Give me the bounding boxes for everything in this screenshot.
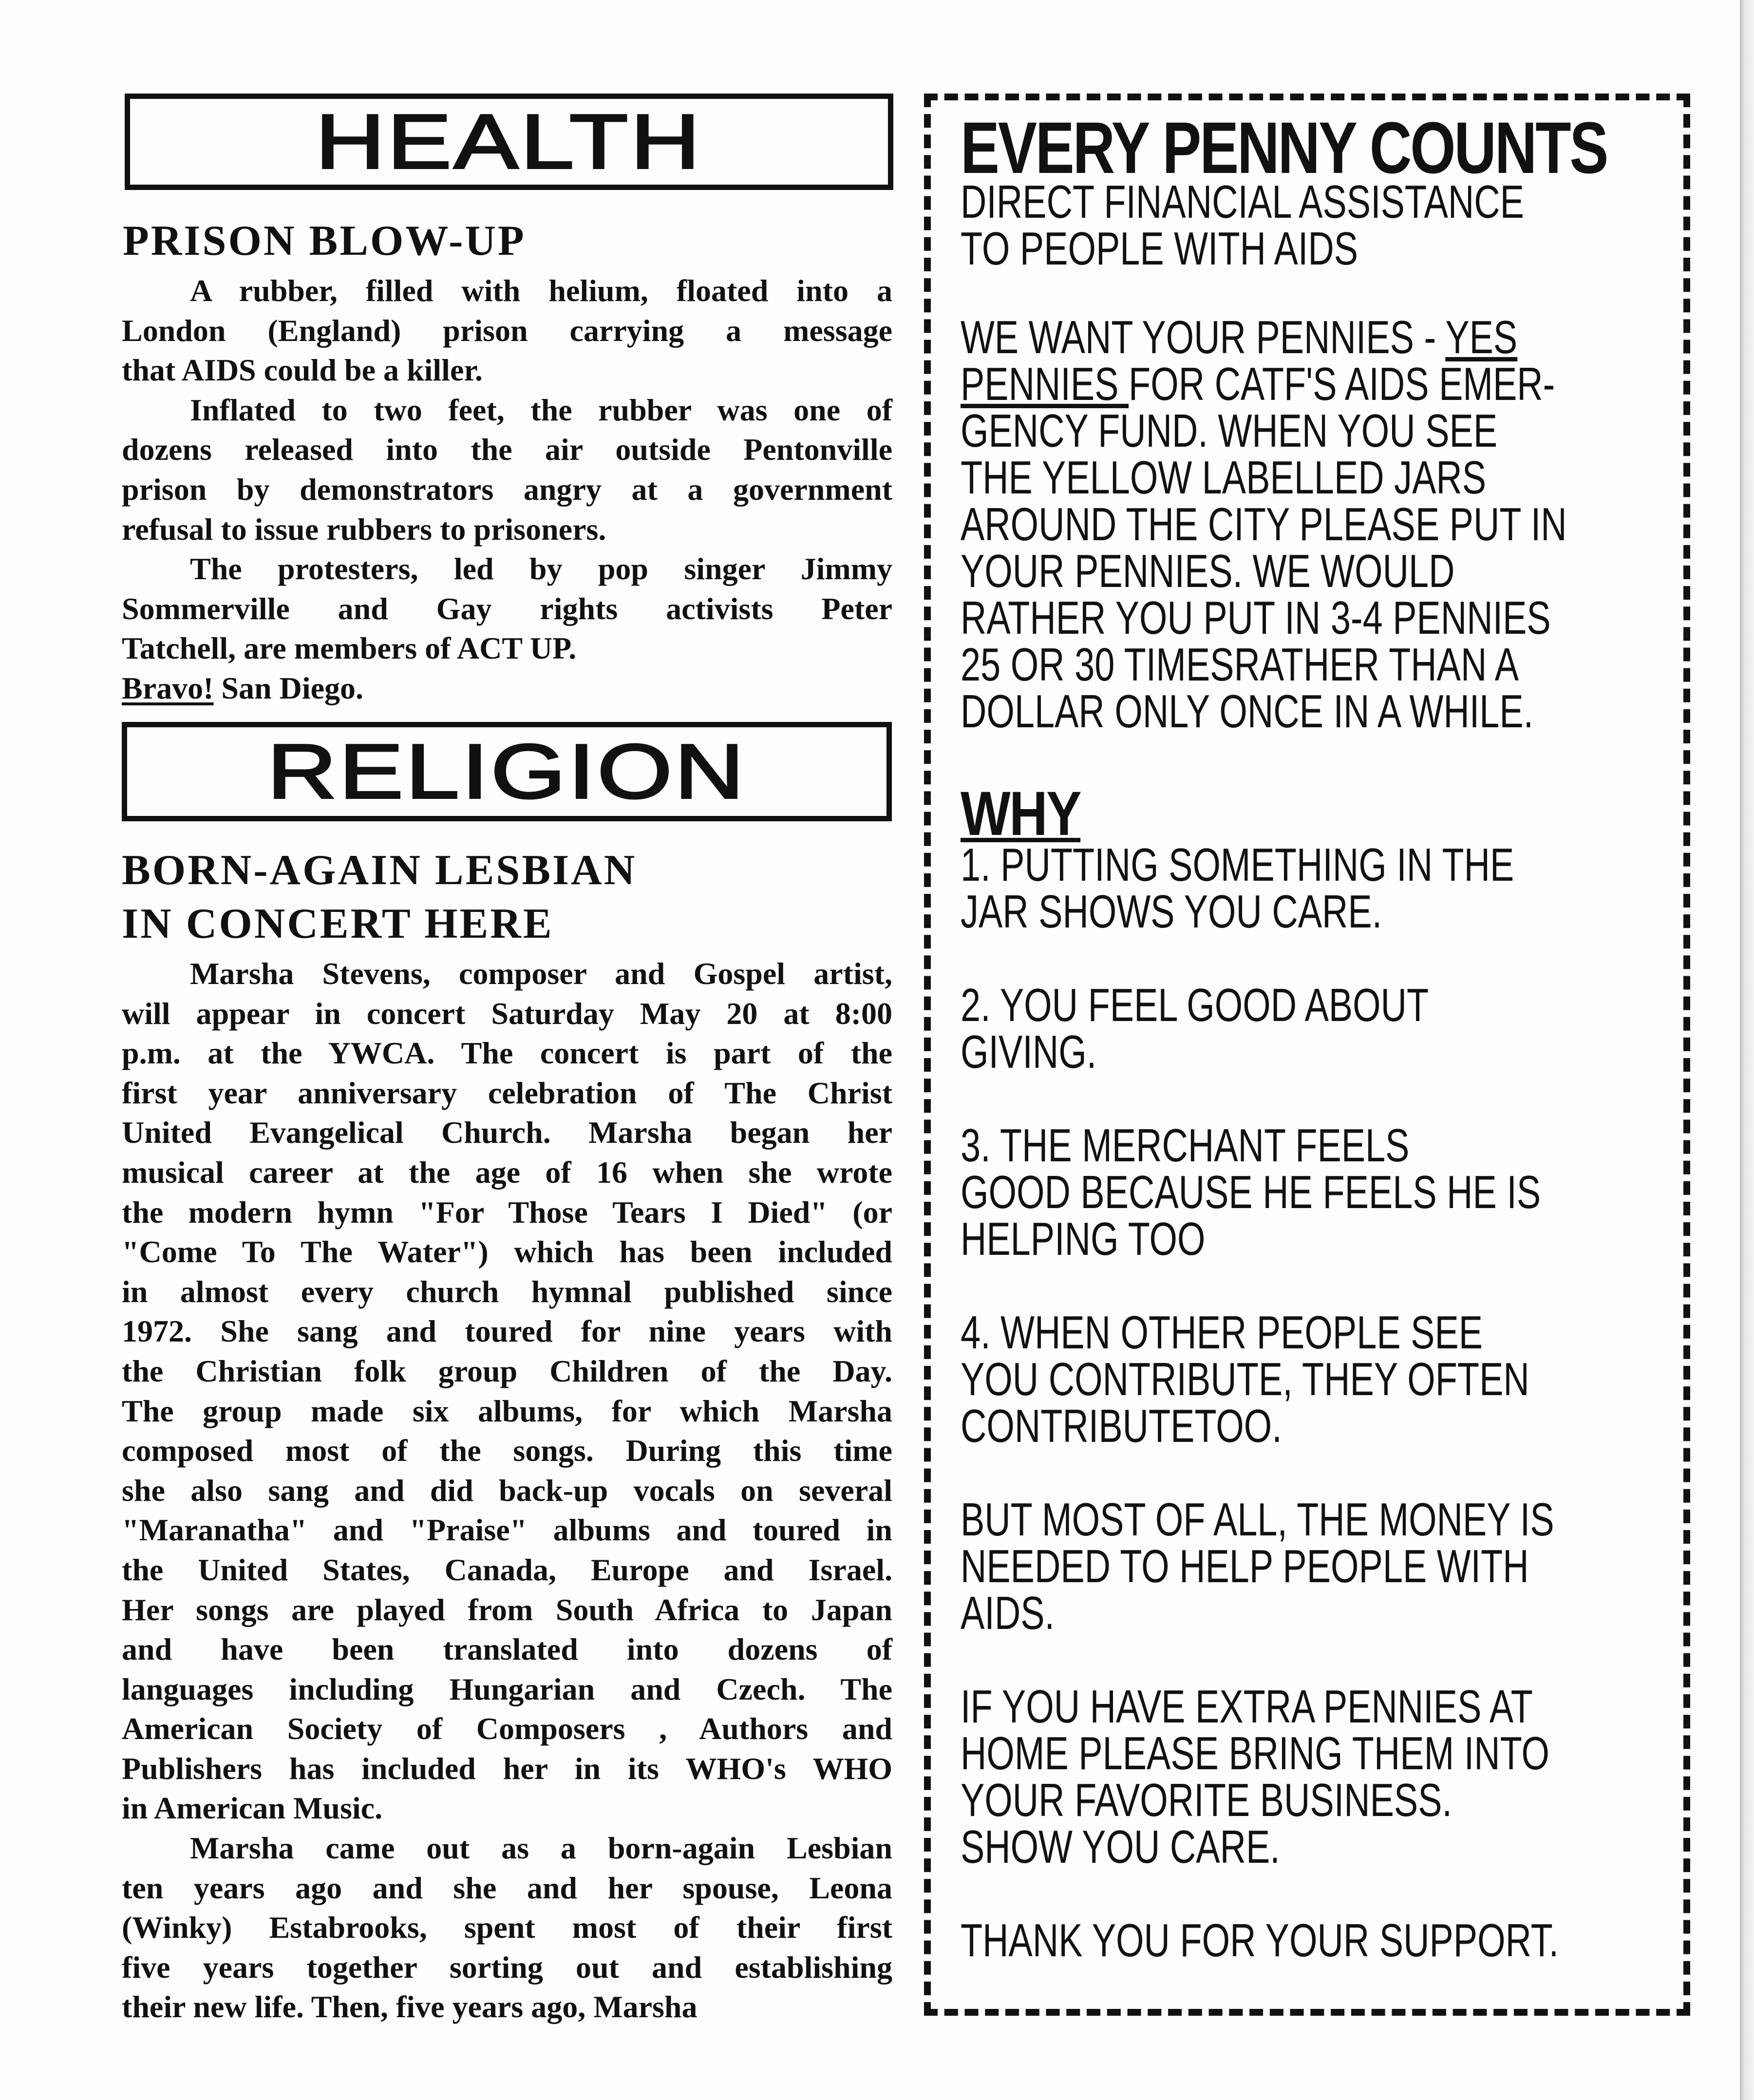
subtitle-line: DIRECT FINANCIAL ASSISTANCE (961, 176, 1524, 228)
article-line: prison by demonstrators angry at a government (122, 472, 892, 507)
reason-line: THANK YOU FOR YOUR SUPPORT. (961, 1914, 1559, 1967)
article-line: A rubber, filled with helium, floated into a (190, 273, 892, 308)
reason-line: SHOW YOU CARE. (961, 1821, 1280, 1873)
source-text: San Diego. (213, 670, 363, 705)
reason-line: YOUR FAVORITE BUSINESS. (961, 1774, 1452, 1826)
article-line: Marsha Stevens, composer and Gospel artist, (190, 956, 892, 991)
article-line: ten years ago and she and her spouse, Leona (122, 1870, 892, 1905)
reason-paragraph (961, 1306, 1737, 1452)
article-line: refusal to issue rubbers to prisoners. (122, 511, 606, 547)
article-line: (Winky) Estabrooks, spent most of their first (122, 1910, 892, 1945)
prison-blowup-headline: PRISON BLOW-UP (123, 217, 526, 265)
appeal-line: AROUND THE CITY PLEASE PUT IN (961, 498, 1567, 550)
reason-line: 2. YOU FEEL GOOD ABOUT (961, 979, 1429, 1031)
article-line: first year anniversary celebration of The Christ (122, 1075, 892, 1110)
reason-paragraph (961, 1914, 1737, 1967)
reason-line: JAR SHOWS YOU CARE. (961, 886, 1382, 938)
subtitle (961, 176, 1693, 275)
appeal-line: 25 OR 30 TIMESRATHER THAN A (961, 639, 1519, 691)
reason-paragraph (961, 979, 1737, 1078)
reason-line: 4. WHEN OTHER PEOPLE SEE (961, 1306, 1483, 1359)
appeal-line: THE YELLOW LABELLED JARS (961, 452, 1487, 504)
reason-line: BUT MOST OF ALL, THE MONEY IS (961, 1494, 1554, 1546)
reason-line: GIVING. (961, 1026, 1097, 1078)
appeal-line: YOUR PENNIES. WE WOULD (961, 545, 1455, 597)
reason-paragraph (961, 839, 1737, 938)
article-line: their new life. Then, five years ago, Marsha (122, 1989, 698, 2024)
reason-paragraph (961, 1119, 1737, 1265)
reason-line: HOME PLEASE BRING THEM INTO (961, 1727, 1549, 1779)
appeal-text: FOR CATF'S AIDS EMER- (1129, 358, 1555, 410)
appeal-paragraph (961, 311, 1748, 738)
article-line: "Maranatha" and "Praise" albums and toured in (122, 1513, 892, 1548)
reason-paragraph (961, 1681, 1737, 1873)
appeal-underlined: PENNIES (961, 358, 1129, 410)
article-line: that AIDS could be a killer. (122, 353, 483, 388)
religion-section-title: RELIGION (267, 729, 747, 814)
religion-section-header (122, 722, 892, 821)
article-line: composed most of the songs. During this time (122, 1433, 892, 1468)
reason-line: NEEDED TO HELP PEOPLE WITH (961, 1540, 1529, 1592)
article-line: p.m. at the YWCA. The concert is part of the (122, 1036, 892, 1071)
health-section-header (125, 94, 893, 190)
article-line: Inflated to two feet, the rubber was one of (190, 392, 892, 427)
article-line: United Evangelical Church. Marsha began her (122, 1115, 892, 1150)
reason-line: IF YOU HAVE EXTRA PENNIES AT (961, 1681, 1533, 1733)
article-line: London (England) prison carrying a message (122, 313, 892, 348)
article-line: Tatchell, are members of ACT UP. (122, 631, 577, 666)
article-line: musical career at the age of 16 when she wrote (122, 1154, 892, 1190)
headline-line: BORN-AGAIN LESBIAN (122, 847, 637, 894)
appeal-line: DOLLAR ONLY ONCE IN A WHILE. (961, 685, 1534, 738)
article-line: "Come To The Water") which has been included (122, 1234, 892, 1269)
reason-line: CONTRIBUTETOO. (961, 1400, 1282, 1452)
article-source (122, 668, 892, 708)
reason-line: HELPING TOO (961, 1213, 1206, 1265)
article-line: Marsha came out as a born-again Lesbian (190, 1831, 892, 1866)
appeal-text: WE WANT YOUR PENNIES - (961, 311, 1446, 363)
article-line: The protesters, led by pop singer Jimmy (190, 551, 892, 586)
subtitle-line: TO PEOPLE WITH AIDS (961, 223, 1358, 275)
appeal-line (961, 311, 1567, 363)
reason-paragraph (961, 1496, 1737, 1637)
prison-blowup-article (122, 271, 892, 708)
reason-line: YOU CONTRIBUTE, THEY OFTEN (961, 1353, 1529, 1405)
appeal-line: RATHER YOU PUT IN 3-4 PENNIES (961, 592, 1551, 644)
why-heading: WHY (961, 779, 1081, 849)
reason-line: 3. THE MERCHANT FEELS (961, 1119, 1410, 1172)
article-line: will appear in concert Saturday May 20 at 8:00 (122, 996, 892, 1031)
article-line: in American Music. (122, 1791, 383, 1826)
article-line: languages including Hungarian and Czech. The (122, 1671, 892, 1706)
article-line: she also sang and did back-up vocals on several (122, 1473, 892, 1508)
article-line: and have been translated into dozens of (122, 1632, 892, 1667)
reason-line: 1. PUTTING SOMETHING IN THE (961, 839, 1514, 891)
reason-line: GOOD BECAUSE HE FEELS HE IS (961, 1166, 1541, 1218)
article-line: 1972. She sang and toured for nine years with (122, 1314, 892, 1349)
article-line: five years together sorting out and establishing (122, 1949, 892, 1985)
article-line: Her songs are played from South Africa to Japan (122, 1592, 892, 1627)
article-line: The group made six albums, for which Marsha (122, 1393, 892, 1428)
source-link[interactable]: Bravo! (122, 670, 214, 705)
appeal-underlined: YES (1445, 311, 1518, 363)
health-section-title: HEALTH (315, 99, 703, 185)
every-penny-counts-title: EVERY PENNY COUNTS (961, 107, 1607, 189)
article-line: the United States, Canada, Europe and Israel. (122, 1552, 892, 1587)
article-line: dozens released into the air outside Pentonville (122, 432, 892, 467)
reason-line: AIDS. (961, 1587, 1055, 1639)
article-line: the modern hymn "For Those Tears I Died" (or (122, 1194, 892, 1230)
appeal-line: GENCY FUND. WHEN YOU SEE (961, 405, 1498, 457)
article-line: American Society of Composers , Authors and (122, 1711, 892, 1746)
article-line: Sommerville and Gay rights activists Peter (122, 591, 892, 626)
born-again-article (122, 954, 892, 2027)
article-line: Publishers has included her in its WHO's WHO (122, 1751, 892, 1786)
reasons-list (961, 839, 1737, 1967)
article-line: the Christian folk group Children of the Day. (122, 1353, 892, 1388)
born-again-headline (122, 844, 637, 951)
article-line: in almost every church hymnal published since (122, 1274, 892, 1309)
headline-line: IN CONCERT HERE (122, 900, 554, 947)
appeal-line (961, 358, 1567, 410)
